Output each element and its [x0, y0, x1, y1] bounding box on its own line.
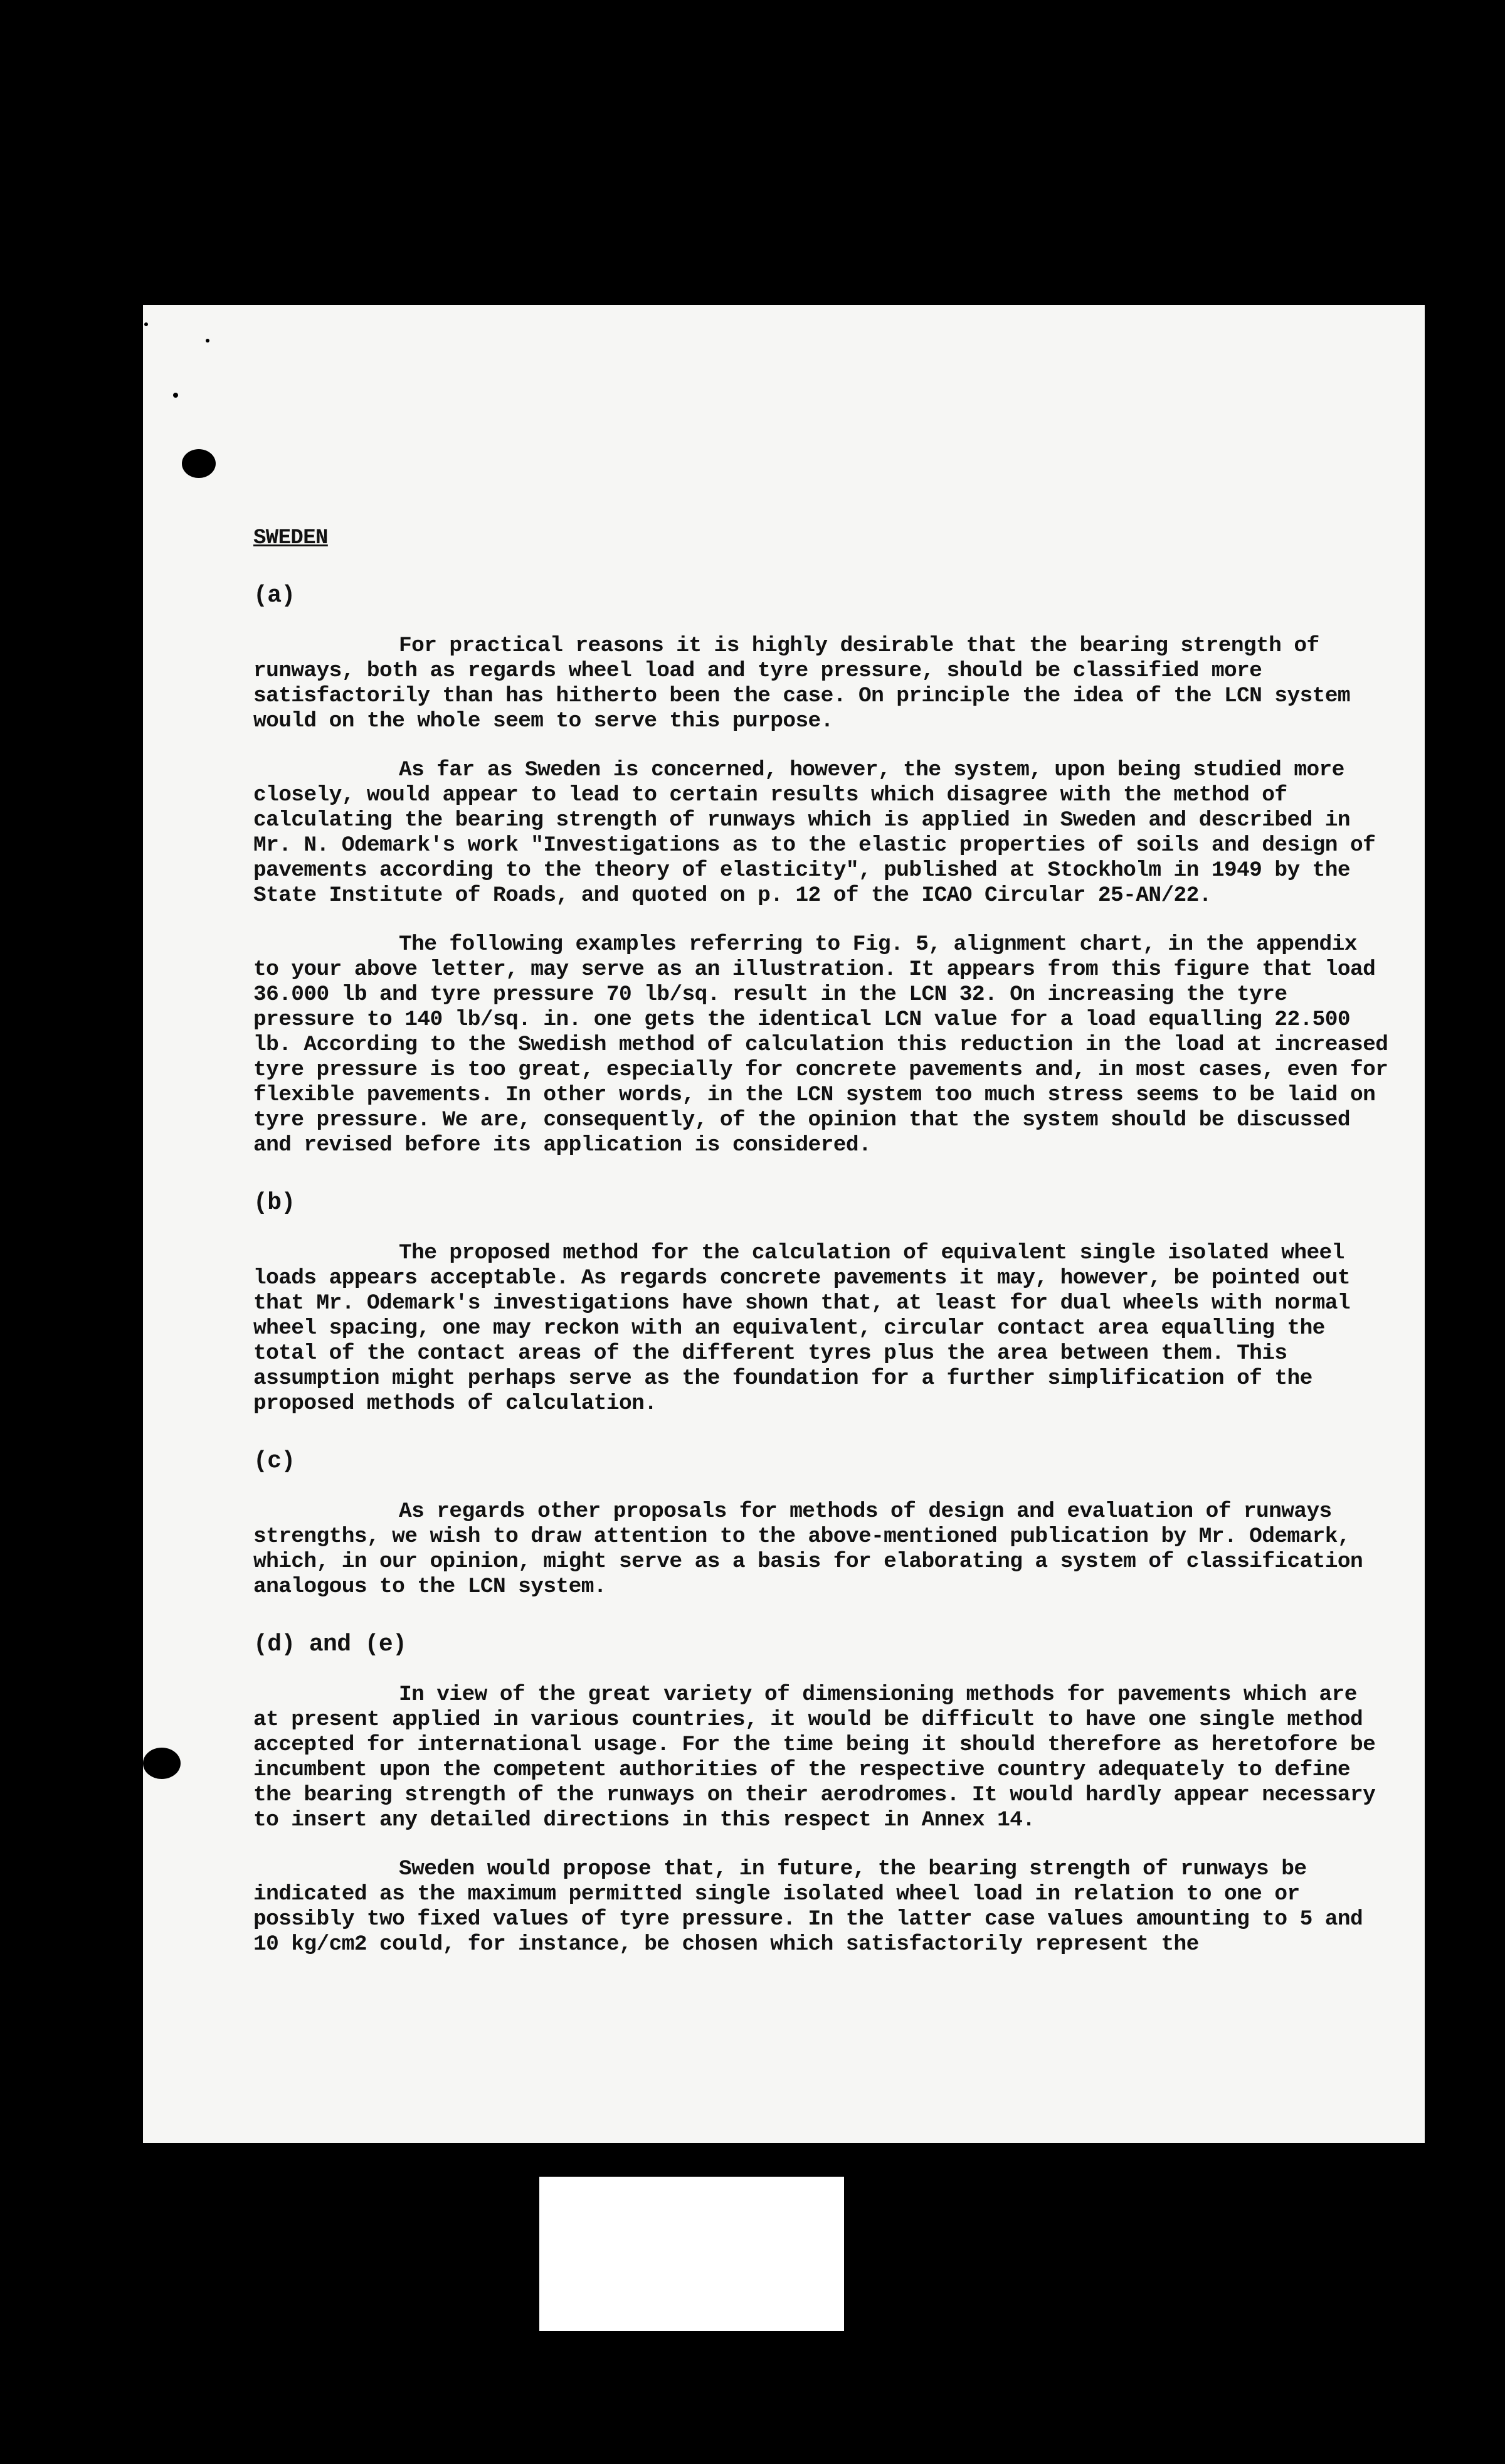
document-heading: SWEDEN — [253, 526, 328, 550]
section-label-c: (c) — [253, 1448, 295, 1475]
section-label-a: (a) — [253, 582, 295, 609]
paragraph: The following examples referring to Fig. 5, alignment chart, in the appendix to your above letter, may serve as an illustration. It appears from this figure that load 36.000 lb and tyre pressure 70 lb/sq. result in the LCN 32. On increasing the tyre pressure to 140 lb/sq. in. one gets the identical LCN value for a load equalling 22.500 lb. According to the Swedish method of calculation this reduction in the load at increased tyre pressure is too great, especially for concrete pavements and, in most cases, even for flexible pavements. In other words, in the LCN system too much stress seems to be laid on tyre pressure. We are, consequently, of the opinion that the system should be discussed and revised before its application is considered. — [253, 932, 1388, 1157]
paragraph: As far as Sweden is concerned, however, the system, upon being studied more closely, would appear to lead to certain results which disagree with the method of calculating the bearing strength of runways which is applied in Sweden and described in Mr. N. Odemark's work "Investigations as to the elastic properties of soils and design of pavements according to the theory of elasticity", published at Stockholm in 1949 by the State Institute of Roads, and quoted on p. 12 of the ICAO Circular 25-AN/22. — [253, 758, 1376, 908]
speck-mark-1 — [144, 322, 148, 326]
paragraph: In view of the great variety of dimensioning methods for pavements which are at present applied in various countries, it would be difficult to have one single method accepted for international usage. For the time being it should therefore as heretofore be incumbent upon the competent authorities of the respective country adequately to define the bearing strength of the runways on their aerodromes. It would hardly appear necessary to insert any detailed directions in this respect in Annex 14. — [253, 1682, 1376, 1832]
section-label-b: (b) — [253, 1189, 295, 1216]
paragraph: Sweden would propose that, in future, the bearing strength of runways be indicated as the maximum permitted single isolated wheel load in relation to one or possibly two fixed values of tyre pressure. In the latter case values amounting to 5 and 10 kg/cm2 could, for instance, be chosen which satisfactorily represent the — [253, 1857, 1363, 1957]
letter-body — [253, 526, 1395, 1981]
section-label-d-e: (d) and (e) — [253, 1631, 407, 1658]
hole-punch-mark-bottom — [143, 1748, 181, 1779]
speck-mark-3 — [173, 393, 178, 398]
blank-label-card — [539, 2177, 844, 2331]
paragraph: For practical reasons it is highly desirable that the bearing strength of runways, both as regards wheel load and tyre pressure, should be classified more satisfactorily than has hitherto been the case. On principle the idea of the LCN system would on the whole seem to serve this purpose. — [253, 634, 1350, 733]
hole-punch-mark-top — [182, 449, 216, 478]
document-page — [143, 305, 1425, 2143]
paragraph: As regards other proposals for methods of design and evaluation of runways strengths, we wish to draw attention to the above-mentioned publication by Mr. Odemark, which, in our opinion, might serve as a basis for elaborating a system of classification analogous to the LCN system. — [253, 1499, 1363, 1599]
speck-mark-2 — [206, 339, 209, 343]
paragraph: The proposed method for the calculation of equivalent single isolated wheel loads appears acceptable. As regards concrete pavements it may, however, be pointed out that Mr. Odemark's investigations have shown that, at least for dual wheels with normal wheel spacing, one may reckon with an equivalent, circular contact area equalling the total of the contact areas of the different tyres plus the area between them. This assumption might perhaps serve as the foundation for a further simplification of the proposed methods of calculation. — [253, 1241, 1350, 1416]
